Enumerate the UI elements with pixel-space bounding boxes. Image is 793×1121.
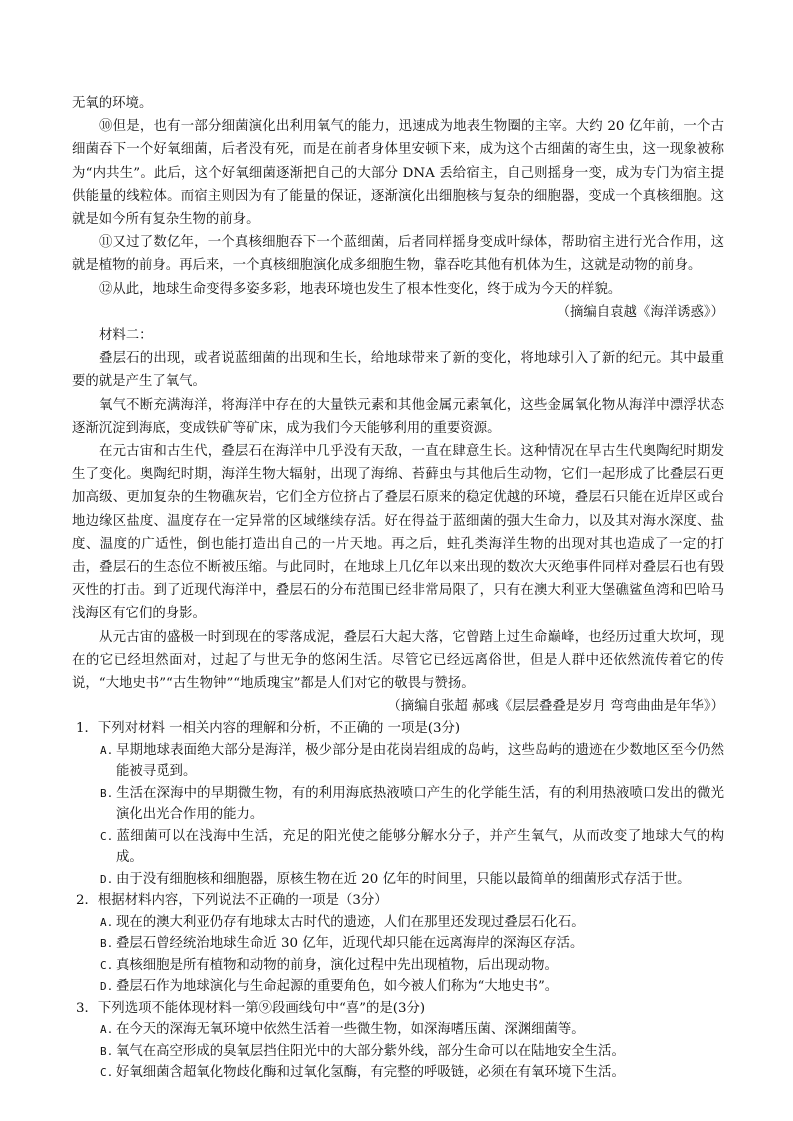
option-label: B. (100, 1044, 114, 1058)
option-text: 叠层石作为地球演化与生命起源的重要角色，如今被人们称为“大地史书”。 (116, 979, 559, 995)
question-2 (72, 890, 724, 998)
passage-paragraph: ⑩但是，也有一部分细菌演化出利用氧气的能力，迅速成为地表生物圈的主宰。大约 20 亿年前，一个古细菌吞下一个好氧细菌，后者没有死，而是在前者身体里安顿下来，成为这个古细菌的寄生虫，这一现象被称为“内共生”。此后，这个好氧细菌逐渐把自己的大部分 DNA 丢给宿主，自己则摇身一变，成为专门为宿主提供能量的线粒体。而宿主则因为有了能量的保证，逐渐演化出细胞核与复杂的细胞器，变成一个真核细胞。这就是如今所有复杂生物的前身。 (72, 119, 724, 228)
question-stem: 1．下列对材料 一相关内容的理解和分析，不正确的 一项是(3分) (76, 721, 461, 737)
option-label: C. (100, 958, 114, 972)
option-label: C. (100, 1066, 114, 1080)
passage-paragraph: 无氧的环境。 (72, 96, 153, 111)
question-stem: 2．根据材料内容，下列说法不正确的一项是（3分） (76, 893, 388, 909)
option-text: 现在的澳大利亚仍存有地球太古时代的遗迹，人们在那里还发现过叠层石化石。 (116, 914, 585, 930)
passage-paragraph: ⑫从此，地球生命变得多姿多彩，地表环境也发生了根本性变化，终于成为今天的样貌。 (99, 281, 622, 297)
option-label: B. (100, 937, 114, 951)
answer-option (92, 869, 724, 891)
section-heading: 材料二： (99, 328, 153, 344)
option-text: 早期地球表面绝大部分是海洋，极少部分是由花岗岩组成的岛屿，这些岛屿的遗迹在少数地区至今仍然能被寻觅到。 (116, 742, 724, 780)
option-text: 生活在深海中的早期微生物，有的利用海底热液喷口产生的化学能生活，有的利用热液喷口发出的微光演化出光合作用的能力。 (116, 785, 724, 823)
option-text: 由于没有细胞核和细胞器，原核生物在近 20 亿年的时间里，只能以最简单的细菌形式存活于世。 (116, 871, 691, 887)
answer-option (92, 1041, 724, 1063)
option-label: A. (100, 743, 114, 757)
answer-option (92, 933, 724, 955)
option-text: 叠层石曾经统治地球生命近 30 亿年，近现代却只能在远离海岸的深海区存活。 (116, 936, 584, 952)
answer-option (92, 1062, 724, 1084)
option-label: D. (100, 872, 114, 886)
option-label: D. (100, 980, 114, 994)
passage-paragraph: 在元古宙和古生代，叠层石在海洋中几乎没有天敌，一直在肆意生长。这种情况在早古生代奥陶纪时期发生了变化。奥陶纪时期，海洋生物大辐射，出现了海绵、苔藓虫与其他后生动物，它们一起形成了比叠层石更加高级、更加复杂的生物礁灰岩，它们全方位挤占了叠层石原来的稳定优越的环境，叠层石只能在近岸区或台地边缘区盐度、温度存在一定异常的区域继续存活。好在得益于蓝细菌的强大生命力，以及其对海水深度、盐度、温度的广适性，倒也能打造出自己的一片天地。再之后，蛀孔类海洋生物的出现对其也造成了一定的打击，叠层石的生态位不断被压缩。与此同时，在地球上几亿年以来出现的数次大灭绝事件同样对叠层石也有毁灭性的打击。到了近现代海洋中，叠层石的分布范围已经非常局限了，只有在澳大利亚大堡礁鲨鱼湾和巴哈马浅海区有它们的身影。 (72, 444, 724, 622)
exam-page (72, 92, 724, 1084)
option-label: A. (100, 915, 114, 929)
passage-paragraph: 从元古宙的盛极一时到现在的零落成泥，叠层石大起大落，它曾踏上过生命巅峰，也经历过重大坎坷，现在的它已经坦然面对，过起了与世无争的悠闲生活。尽管它已经远离俗世，但是人群中还依然流传着它的传说，“大地史书”“古生物钟”“地质瑰宝”都是人们对它的敬畏与赞扬。 (72, 629, 724, 692)
question-1 (72, 718, 724, 890)
option-label: A. (100, 1023, 114, 1037)
option-label: C. (100, 829, 114, 843)
answer-option (92, 826, 724, 869)
answer-option (92, 783, 724, 826)
passage-paragraph: 氧气不断充满海洋，将海洋中存在的大量铁元素和其他金属元素氧化，这些金属氧化物从海洋中漂浮状态逐渐沉淀到海底，变成铁矿等矿床，成为我们今天能够利用的重要资源。 (72, 397, 724, 436)
option-text: 真核细胞是所有植物和动物的前身，演化过程中先出现植物，后出现动物。 (116, 957, 558, 973)
passage-paragraph: ⑪又过了数亿年，一个真核细胞吞下一个蓝细菌，后者同样摇身变成叶绿体，帮助宿主进行光合作用，这就是植物的前身。再后来，一个真核细胞演化成多细胞生物，靠吞吃其他有机体为生，这就是动物的前身。 (72, 235, 724, 274)
source-citation: （摘编自张超 郝彧《层层叠叠是岁月 弯弯曲曲是年华》） (387, 699, 724, 715)
answer-option (92, 955, 724, 977)
question-stem: 3．下列选项不能体现材料一第⑨段画线句中“喜”的是(3分) (76, 1000, 426, 1016)
option-text: 在今天的深海无氧环境中依然生活着一些微生物，如深海嗜压菌、深渊细菌等。 (116, 1022, 585, 1038)
answer-option (92, 740, 724, 783)
passage-paragraph: 叠层石的出现，或者说蓝细菌的出现和生长，给地球带来了新的变化，将地球引入了新的纪元。其中最重要的就是产生了氧气。 (72, 351, 724, 390)
option-text: 好氧细菌含超氧化物歧化酶和过氧化氢酶，有完整的呼吸链，必须在有氧环境下生活。 (116, 1065, 625, 1081)
option-text: 氧气在高空形成的臭氧层挡住阳光中的大部分紫外线，部分生命可以在陆地安全生活。 (116, 1043, 625, 1059)
answer-option (92, 976, 724, 998)
option-text: 蓝细菌可以在浅海中生活，充足的阳光使之能够分解水分子，并产生氧气，从而改变了地球大气的构成。 (116, 828, 724, 866)
option-label: B. (100, 786, 114, 800)
answer-option (92, 1019, 724, 1041)
question-3 (72, 998, 724, 1084)
answer-option (92, 912, 724, 934)
source-citation: （摘编自袁越《海洋诱惑》） (556, 304, 724, 320)
